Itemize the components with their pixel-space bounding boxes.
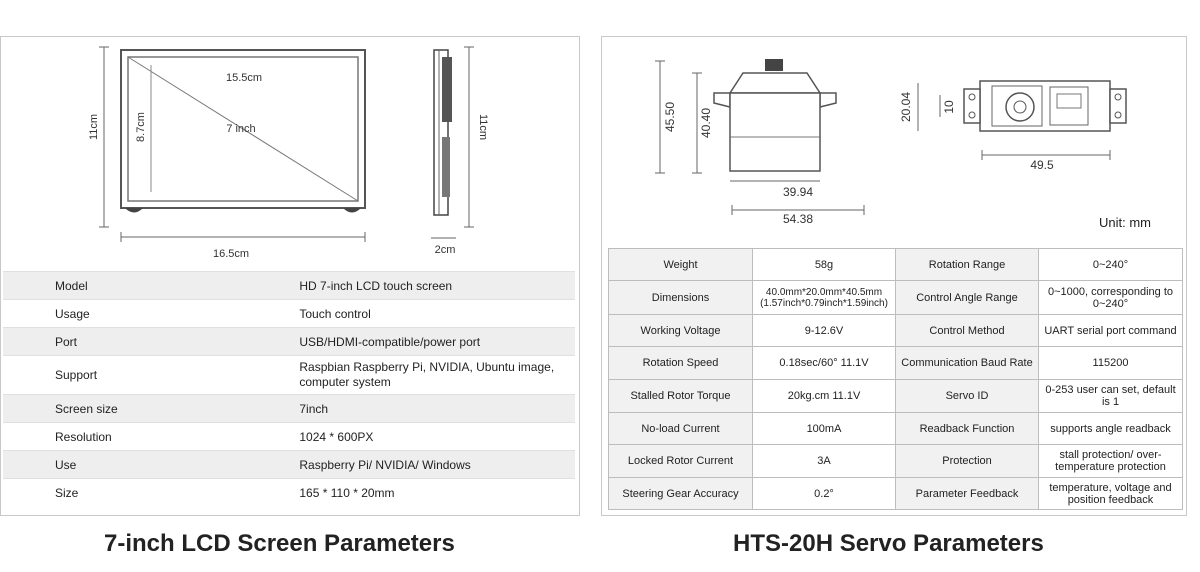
- spec-key: Rotation Range: [896, 249, 1039, 281]
- spec-key: Port: [3, 328, 297, 356]
- spec-value: 1024 * 600PX: [297, 423, 575, 451]
- spec-value: 0.2°: [753, 478, 896, 510]
- table-row: [609, 281, 1183, 315]
- spec-key: Use: [3, 451, 297, 479]
- spec-key: Control Method: [896, 315, 1039, 347]
- lcd-inner-height-label: 8.7cm: [135, 112, 147, 142]
- table-row: [609, 249, 1183, 281]
- lcd-inner-width-label: 15.5cm: [225, 72, 263, 84]
- spec-key: Screen size: [3, 395, 297, 423]
- spec-key: No-load Current: [609, 413, 753, 445]
- servo-body-height-label: 40.40: [699, 107, 713, 139]
- spec-key: Control Angle Range: [896, 281, 1039, 315]
- servo-total-height-label: 45.50: [663, 101, 677, 133]
- spec-key: Servo ID: [896, 380, 1039, 413]
- spec-value: 0~1000, corresponding to 0~240°: [1039, 281, 1183, 315]
- table-row: [609, 478, 1183, 510]
- spec-key: Usage: [3, 300, 297, 328]
- servo-dimension-drawing: [602, 37, 1186, 242]
- spec-value: 100mA: [753, 413, 896, 445]
- table-row: [609, 413, 1183, 445]
- spec-key: Model: [3, 272, 297, 300]
- servo-caption: HTS-20H Servo Parameters: [733, 530, 1044, 557]
- spec-value: 0.18sec/60° 11.1V: [753, 347, 896, 380]
- spec-value: 58g: [753, 249, 896, 281]
- spec-value: 165 * 110 * 20mm: [297, 479, 575, 507]
- spec-key: Stalled Rotor Torque: [609, 380, 753, 413]
- table-row: [3, 272, 575, 300]
- spec-key: Resolution: [3, 423, 297, 451]
- table-row: [3, 300, 575, 328]
- spec-key: Readback Function: [896, 413, 1039, 445]
- table-row: [609, 380, 1183, 413]
- servo-total-width-label: 54.38: [782, 212, 814, 226]
- servo-top-small-label: 10: [942, 100, 956, 114]
- lcd-dimension-drawing: [1, 37, 579, 269]
- lcd-caption: 7-inch LCD Screen Parameters: [104, 530, 455, 557]
- lcd-parameters-panel: [0, 36, 580, 516]
- spec-value: Raspbian Raspberry Pi, NVIDIA, Ubuntu image, computer system: [297, 356, 575, 395]
- servo-top-height-label: 20.04: [899, 91, 913, 123]
- spec-key: Protection: [896, 445, 1039, 478]
- spec-key: Support: [3, 356, 297, 395]
- spec-value: 115200: [1039, 347, 1183, 380]
- spec-key: Steering Gear Accuracy: [609, 478, 753, 510]
- table-row: [3, 328, 575, 356]
- table-row: [609, 445, 1183, 478]
- servo-spec-table: [608, 248, 1183, 510]
- spec-value: 0-253 user can set, default is 1: [1039, 380, 1183, 413]
- spec-value: 40.0mm*20.0mm*40.5mm (1.57inch*0.79inch*1.59inch): [753, 281, 896, 315]
- table-row: [3, 451, 575, 479]
- spec-key: Parameter Feedback: [896, 478, 1039, 510]
- spec-value: USB/HDMI-compatible/power port: [297, 328, 575, 356]
- table-row: [609, 315, 1183, 347]
- spec-value: UART serial port command: [1039, 315, 1183, 347]
- spec-value: temperature, voltage and position feedback: [1039, 478, 1183, 510]
- spec-key: Rotation Speed: [609, 347, 753, 380]
- table-row: [609, 347, 1183, 380]
- spec-value: HD 7-inch LCD touch screen: [297, 272, 575, 300]
- spec-value: 7inch: [297, 395, 575, 423]
- servo-body-width-label: 39.94: [782, 185, 814, 199]
- spec-key: Locked Rotor Current: [609, 445, 753, 478]
- servo-parameters-panel: [601, 36, 1187, 516]
- unit-label: Unit: mm: [1099, 215, 1151, 230]
- spec-value: 0~240°: [1039, 249, 1183, 281]
- spec-key: Size: [3, 479, 297, 507]
- lcd-height-label: 11cm: [88, 113, 100, 141]
- spec-key: Weight: [609, 249, 753, 281]
- spec-value: 20kg.cm 11.1V: [753, 380, 896, 413]
- spec-value: supports angle readback: [1039, 413, 1183, 445]
- lcd-outer-width-label: 16.5cm: [212, 248, 250, 260]
- spec-key: Dimensions: [609, 281, 753, 315]
- spec-key: Communication Baud Rate: [896, 347, 1039, 380]
- spec-value: Raspberry Pi/ NVIDIA/ Windows: [297, 451, 575, 479]
- spec-value: Touch control: [297, 300, 575, 328]
- spec-value: stall protection/ over-temperature protection: [1039, 445, 1183, 478]
- lcd-side-height-label: 11cm: [477, 113, 489, 141]
- table-row: [3, 356, 575, 395]
- spec-value: 9-12.6V: [753, 315, 896, 347]
- table-row: [3, 479, 575, 507]
- servo-top-width-label: 49.5: [1030, 158, 1054, 172]
- lcd-depth-label: 2cm: [434, 244, 456, 256]
- spec-key: Working Voltage: [609, 315, 753, 347]
- spec-value: 3A: [753, 445, 896, 478]
- table-row: [3, 395, 575, 423]
- lcd-spec-table: [3, 271, 575, 506]
- lcd-diagonal-label: 7 inch: [226, 123, 256, 135]
- table-row: [3, 423, 575, 451]
